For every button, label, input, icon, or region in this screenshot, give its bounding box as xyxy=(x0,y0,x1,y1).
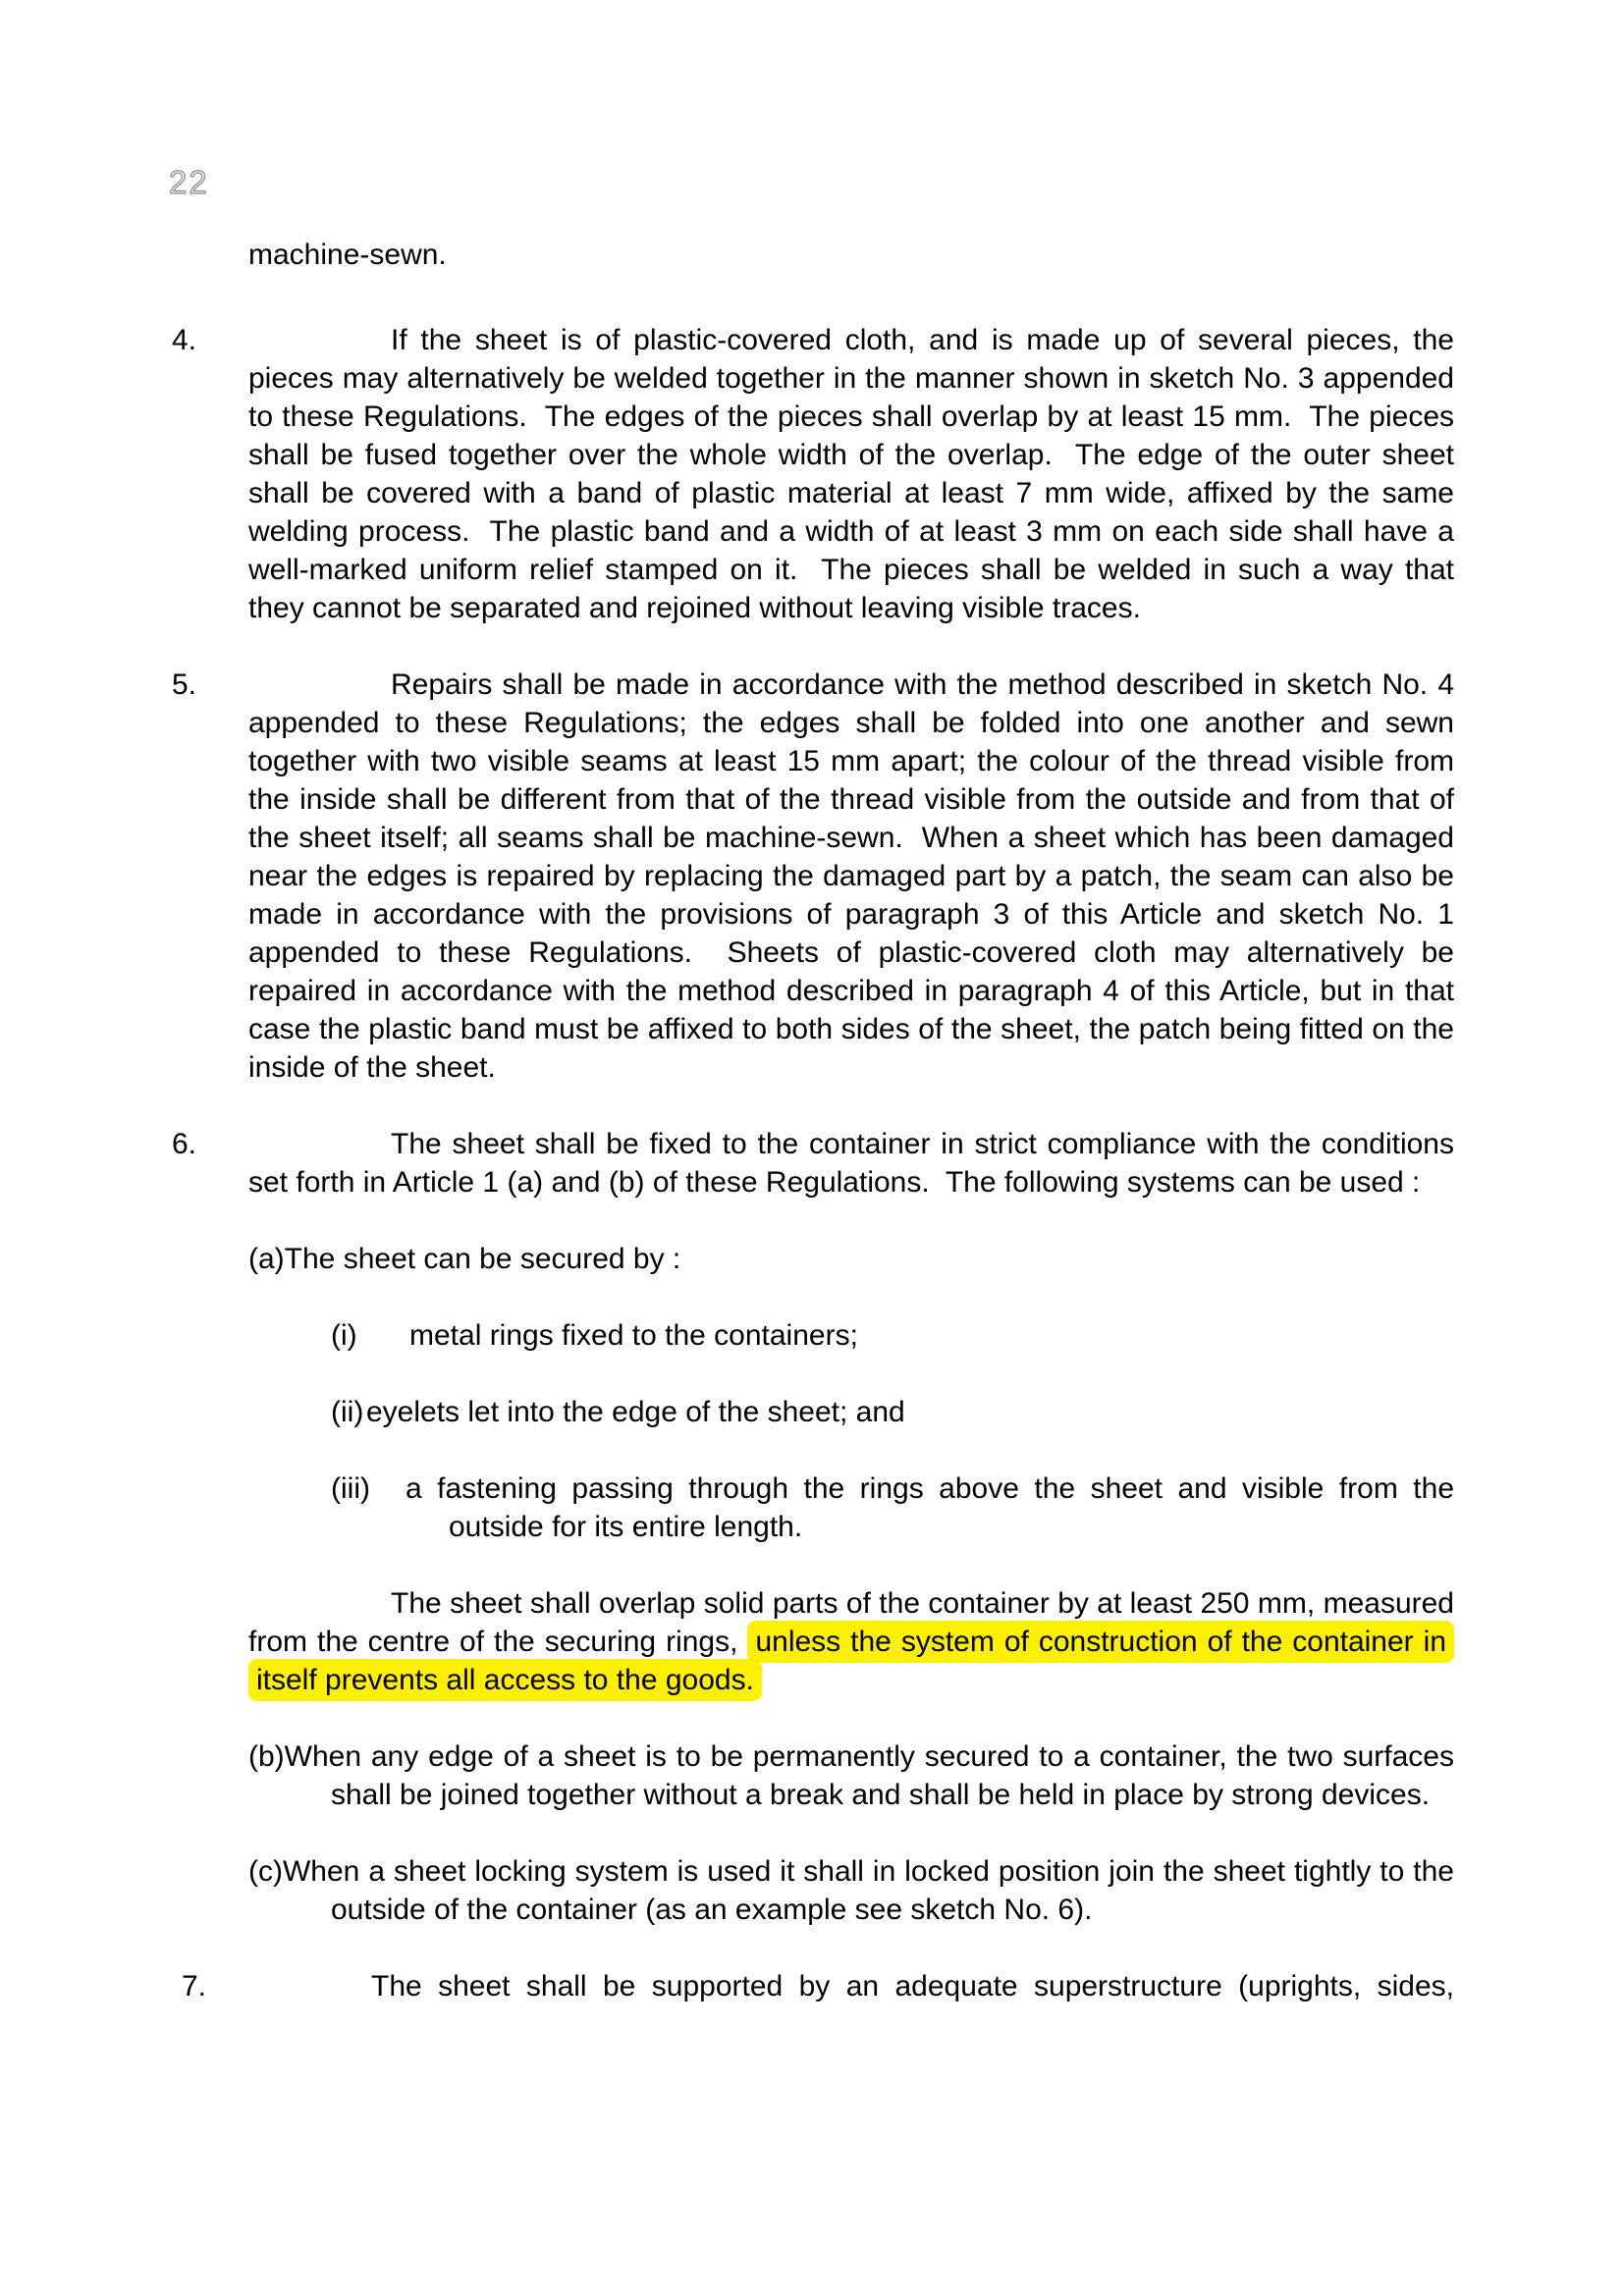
paragraph-6 xyxy=(172,1125,1454,1201)
paragraph-7-number: 7. xyxy=(182,1970,207,2002)
paragraph-5-number: 5. xyxy=(172,668,197,701)
list-item-i-label: (i) xyxy=(331,1319,357,1352)
highlighted-text: unless the system of construction of the container in itself prevents all access to the goods. xyxy=(248,1621,1454,1701)
page-number: 22 xyxy=(169,164,209,200)
paragraph-4-number: 4. xyxy=(172,324,197,356)
paragraph-overlap-text: The sheet shall overlap solid parts of the container by at least 250 mm, measured from the centre of the securing rings, xyxy=(248,1587,1454,1658)
list-item-ii-label: (ii) xyxy=(331,1396,364,1428)
list-item-i xyxy=(331,1316,1454,1355)
list-item-c-label: (c) xyxy=(248,1855,283,1888)
list-item-iii-text: a fastening passing through the rings above the sheet and visible from the outside for its entire length. xyxy=(406,1472,1454,1543)
list-item-b-label: (b) xyxy=(248,1740,285,1773)
list-item-iii xyxy=(331,1469,1454,1546)
list-item-c-text: When a sheet locking system is used it shall in locked position join the sheet tightly to the outside of the container (as an example see sketch No. 6). xyxy=(282,1855,1454,1926)
paragraph-5-text: Repairs shall be made in accordance with the method described in sketch No. 4 appended to these Regulations; the edges shall be folded into one another and sewn together with two visible seams at least 15 mm apart; the colour of the thread visible from the inside shall be different from that of the thread visible from the outside and from that of the sheet itself; all seams shall be machine-sewn. When a sheet which has been damaged near the edges is repaired by replacing the damaged part by a patch, the seam can also be made in accordance with the provisions of paragraph 3 of this Article and sketch No. 1 appended to these Regulations. Sheets of plastic-covered cloth may alternatively be repaired in accordance with the method described in paragraph 4 of this Article, but in that case the plastic band must be affixed to both sides of the sheet, the patch being fitted on the inside of the sheet. xyxy=(248,668,1454,1084)
list-item-b-text: When any edge of a sheet is to be permanently secured to a container, the two surfaces shall be joined together without a break and shall be held in place by strong devices. xyxy=(284,1740,1454,1811)
paragraph-4-text: If the sheet is of plastic-covered cloth, and is made up of several pieces, the pieces may alternatively be welded together in the manner shown in sketch No. 3 appended to these Regulations. The edges of the pieces shall overlap by at least 15 mm. The pieces shall be fused together over the whole width of the overlap. The edge of the outer sheet shall be covered with a band of plastic material at least 7 mm wide, affixed by the same welding process. The plastic band and a width of at least 3 mm on each side shall have a well-marked uniform relief stamped on it. The pieces shall be welded in such a way that they cannot be separated and rejoined without leaving visible traces. xyxy=(248,324,1454,624)
paragraph-6-number: 6. xyxy=(172,1128,197,1160)
paragraph-continuation: machine-sewn. xyxy=(248,239,447,271)
list-item-ii-text: eyelets let into the edge of the sheet; and xyxy=(366,1396,905,1428)
paragraph-overlap xyxy=(248,1584,1454,1699)
list-item-i-text: metal rings fixed to the containers; xyxy=(409,1319,858,1352)
list-item-ii xyxy=(331,1393,1454,1431)
list-item-a-label: (a) xyxy=(248,1243,285,1275)
list-item-iii-label: (iii) xyxy=(331,1472,370,1505)
paragraph-7-text: The sheet shall be supported by an adequate superstructure (uprights, sides, xyxy=(371,1970,1454,2002)
page-content xyxy=(172,236,1454,2005)
paragraph-6-text: The sheet shall be fixed to the container in strict compliance with the conditions set forth in Article 1 (a) and (b) of these Regulations. The following systems can be used : xyxy=(248,1128,1454,1199)
list-item-b xyxy=(248,1737,1454,1814)
list-item-a-text: The sheet can be secured by : xyxy=(284,1243,681,1275)
list-item-c xyxy=(248,1852,1454,1929)
paragraph-7 xyxy=(182,1967,1454,2005)
paragraph-5 xyxy=(172,666,1454,1087)
list-item-a xyxy=(248,1240,1454,1278)
paragraph-4 xyxy=(172,321,1454,627)
